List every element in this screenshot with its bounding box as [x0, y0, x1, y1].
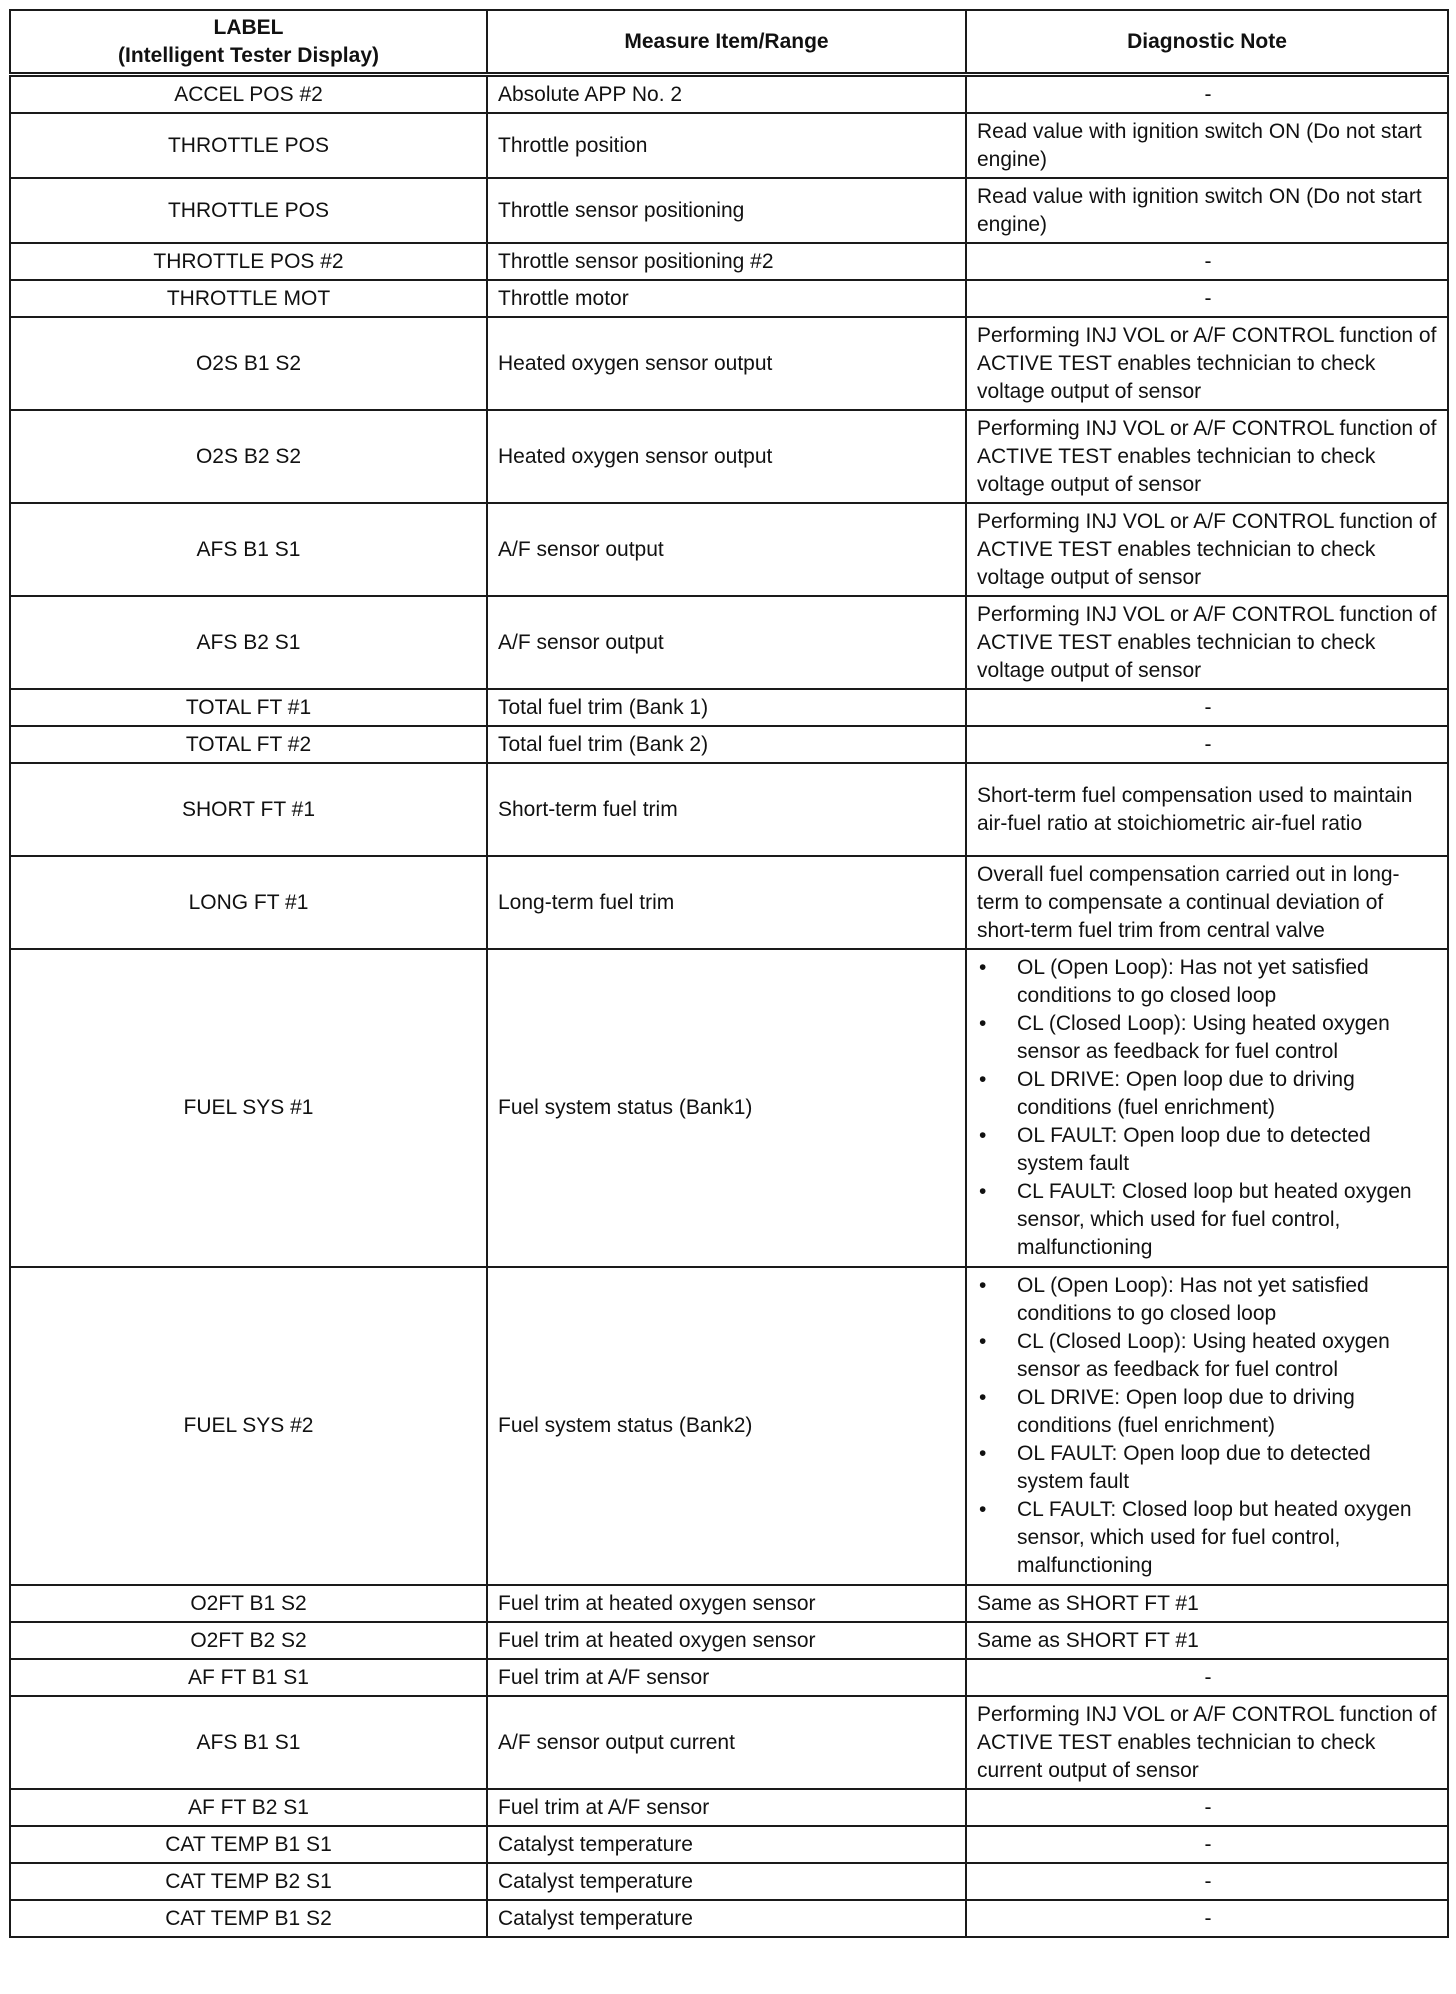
- bullet-dot: •: [979, 1442, 987, 1465]
- table-row: [10, 596, 1448, 689]
- table-row: [10, 1622, 1448, 1659]
- bullet-text: OL DRIVE: Open loop due to driving conditions (fuel enrichment): [1017, 1386, 1355, 1437]
- bullet-text: OL FAULT: Open loop due to detected system fault: [1017, 1124, 1371, 1175]
- row-note: Short-term fuel compensation used to maintain air-fuel ratio at stoichiometric air-fuel ratio: [966, 763, 1448, 856]
- row-note: -: [966, 243, 1448, 280]
- row-measure: Fuel trim at A/F sensor: [487, 1659, 966, 1696]
- data-list-sheet: [9, 9, 1447, 1938]
- table-row: [10, 856, 1448, 949]
- table-row: [10, 317, 1448, 410]
- bullet-text: CL FAULT: Closed loop but heated oxygen sensor, which used for fuel control, malfunctioning: [1017, 1180, 1412, 1259]
- bullet-item: [977, 1066, 1439, 1122]
- header-label-line1: LABEL: [213, 15, 284, 39]
- row-label: THROTTLE POS: [10, 178, 487, 243]
- row-note: Read value with ignition switch ON (Do not start engine): [966, 113, 1448, 178]
- bullet-item: [977, 1178, 1439, 1262]
- bullet-item: [977, 1010, 1439, 1066]
- row-note: Same as SHORT FT #1: [966, 1622, 1448, 1659]
- row-label: THROTTLE POS #2: [10, 243, 487, 280]
- row-note: -: [966, 726, 1448, 763]
- table-row: [10, 1659, 1448, 1696]
- row-label: FUEL SYS #1: [10, 949, 487, 1267]
- row-label: AFS B1 S1: [10, 503, 487, 596]
- row-label: CAT TEMP B1 S2: [10, 1900, 487, 1937]
- bullet-item: [977, 1384, 1439, 1440]
- row-note: -: [966, 1789, 1448, 1826]
- bullet-text: OL (Open Loop): Has not yet satisfied conditions to go closed loop: [1017, 956, 1369, 1007]
- row-measure: Catalyst temperature: [487, 1826, 966, 1863]
- row-note: Performing INJ VOL or A/F CONTROL function of ACTIVE TEST enables technician to check voltage output of sensor: [966, 410, 1448, 503]
- row-note: Performing INJ VOL or A/F CONTROL function of ACTIVE TEST enables technician to check voltage output of sensor: [966, 317, 1448, 410]
- row-label: SHORT FT #1: [10, 763, 487, 856]
- row-label: THROTTLE POS: [10, 113, 487, 178]
- bullet-dot: •: [979, 1180, 987, 1203]
- table-row: [10, 1863, 1448, 1900]
- row-note: Same as SHORT FT #1: [966, 1585, 1448, 1622]
- row-measure: Catalyst temperature: [487, 1863, 966, 1900]
- row-label: O2S B1 S2: [10, 317, 487, 410]
- table-row: [10, 1826, 1448, 1863]
- row-label: LONG FT #1: [10, 856, 487, 949]
- row-note: Performing INJ VOL or A/F CONTROL function of ACTIVE TEST enables technician to check current output of sensor: [966, 1696, 1448, 1789]
- bullet-text: OL DRIVE: Open loop due to driving conditions (fuel enrichment): [1017, 1068, 1355, 1119]
- bullet-item: [977, 1496, 1439, 1580]
- row-measure: A/F sensor output: [487, 503, 966, 596]
- bullet-item: [977, 1440, 1439, 1496]
- row-note: Performing INJ VOL or A/F CONTROL function of ACTIVE TEST enables technician to check voltage output of sensor: [966, 596, 1448, 689]
- row-measure: Fuel trim at A/F sensor: [487, 1789, 966, 1826]
- bullet-item: [977, 1272, 1439, 1328]
- row-note: -: [966, 75, 1448, 114]
- row-measure: Throttle position: [487, 113, 966, 178]
- row-label: O2FT B2 S2: [10, 1622, 487, 1659]
- row-label: FUEL SYS #2: [10, 1267, 487, 1585]
- bullet-text: OL FAULT: Open loop due to detected system fault: [1017, 1442, 1371, 1493]
- row-note: -: [966, 1900, 1448, 1937]
- row-measure: Absolute APP No. 2: [487, 75, 966, 114]
- row-label: TOTAL FT #2: [10, 726, 487, 763]
- bullet-item: [977, 1122, 1439, 1178]
- bullet-dot: •: [979, 1012, 987, 1035]
- header-label: [10, 10, 487, 75]
- row-note: -: [966, 280, 1448, 317]
- row-measure: A/F sensor output: [487, 596, 966, 689]
- table-row: [10, 726, 1448, 763]
- row-label: CAT TEMP B1 S1: [10, 1826, 487, 1863]
- bullet-text: CL FAULT: Closed loop but heated oxygen sensor, which used for fuel control, malfunctioning: [1017, 1498, 1412, 1577]
- row-measure: A/F sensor output current: [487, 1696, 966, 1789]
- row-label: AFS B2 S1: [10, 596, 487, 689]
- table-row: [10, 503, 1448, 596]
- status-bullet-list: [977, 1272, 1439, 1580]
- row-note: -: [966, 1863, 1448, 1900]
- row-measure: Fuel trim at heated oxygen sensor: [487, 1622, 966, 1659]
- row-label: O2S B2 S2: [10, 410, 487, 503]
- row-note: Overall fuel compensation carried out in long-term to compensate a continual deviation of short-term fuel trim from central valve: [966, 856, 1448, 949]
- table-row: [10, 113, 1448, 178]
- table-row: [10, 949, 1448, 1267]
- bullet-item: [977, 1328, 1439, 1384]
- bullet-dot: •: [979, 1124, 987, 1147]
- row-note: Read value with ignition switch ON (Do not start engine): [966, 178, 1448, 243]
- row-label: ACCEL POS #2: [10, 75, 487, 114]
- row-note-bullets: [966, 949, 1448, 1267]
- data-list-table: [9, 9, 1449, 1938]
- header-row: [10, 10, 1448, 75]
- table-row: [10, 243, 1448, 280]
- header-note: Diagnostic Note: [966, 10, 1448, 75]
- row-label: CAT TEMP B2 S1: [10, 1863, 487, 1900]
- bullet-item: [977, 954, 1439, 1010]
- row-label: O2FT B1 S2: [10, 1585, 487, 1622]
- row-note: -: [966, 1826, 1448, 1863]
- header-label-line2: (Intelligent Tester Display): [118, 43, 379, 67]
- row-label: AFS B1 S1: [10, 1696, 487, 1789]
- table-row: [10, 1789, 1448, 1826]
- table-row: [10, 75, 1448, 114]
- row-measure: Throttle motor: [487, 280, 966, 317]
- row-note: -: [966, 1659, 1448, 1696]
- bullet-dot: •: [979, 1274, 987, 1297]
- row-measure: Total fuel trim (Bank 2): [487, 726, 966, 763]
- bullet-dot: •: [979, 956, 987, 979]
- row-measure: Fuel system status (Bank1): [487, 949, 966, 1267]
- row-measure: Short-term fuel trim: [487, 763, 966, 856]
- table-row: [10, 410, 1448, 503]
- bullet-dot: •: [979, 1330, 987, 1353]
- bullet-dot: •: [979, 1068, 987, 1091]
- row-note: Performing INJ VOL or A/F CONTROL function of ACTIVE TEST enables technician to check voltage output of sensor: [966, 503, 1448, 596]
- row-measure: Throttle sensor positioning #2: [487, 243, 966, 280]
- bullet-text: CL (Closed Loop): Using heated oxygen sensor as feedback for fuel control: [1017, 1012, 1390, 1063]
- row-label: AF FT B1 S1: [10, 1659, 487, 1696]
- bullet-text: OL (Open Loop): Has not yet satisfied conditions to go closed loop: [1017, 1274, 1369, 1325]
- bullet-dot: •: [979, 1386, 987, 1409]
- row-label: THROTTLE MOT: [10, 280, 487, 317]
- table-row: [10, 763, 1448, 856]
- row-label: TOTAL FT #1: [10, 689, 487, 726]
- header-measure: Measure Item/Range: [487, 10, 966, 75]
- table-row: [10, 1585, 1448, 1622]
- row-measure: Catalyst temperature: [487, 1900, 966, 1937]
- status-bullet-list: [977, 954, 1439, 1262]
- bullet-text: CL (Closed Loop): Using heated oxygen sensor as feedback for fuel control: [1017, 1330, 1390, 1381]
- row-note: -: [966, 689, 1448, 726]
- table-row: [10, 1267, 1448, 1585]
- row-measure: Fuel trim at heated oxygen sensor: [487, 1585, 966, 1622]
- row-measure: Heated oxygen sensor output: [487, 317, 966, 410]
- table-row: [10, 689, 1448, 726]
- table-row: [10, 1900, 1448, 1937]
- bullet-dot: •: [979, 1498, 987, 1521]
- row-measure: Fuel system status (Bank2): [487, 1267, 966, 1585]
- table-row: [10, 280, 1448, 317]
- row-measure: Throttle sensor positioning: [487, 178, 966, 243]
- row-measure: Heated oxygen sensor output: [487, 410, 966, 503]
- row-measure: Total fuel trim (Bank 1): [487, 689, 966, 726]
- row-note-bullets: [966, 1267, 1448, 1585]
- table-row: [10, 178, 1448, 243]
- row-label: AF FT B2 S1: [10, 1789, 487, 1826]
- table-row: [10, 1696, 1448, 1789]
- row-measure: Long-term fuel trim: [487, 856, 966, 949]
